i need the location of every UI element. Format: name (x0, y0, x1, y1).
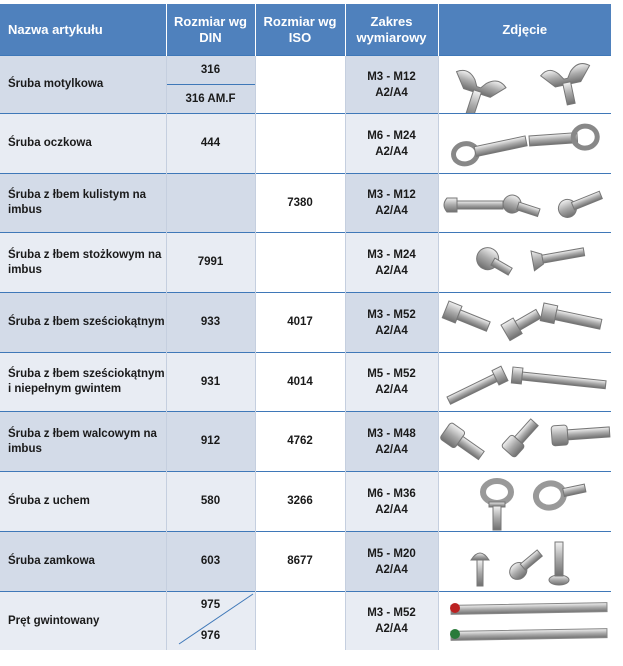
row-size-range: M3 - M12 (367, 70, 416, 83)
threaded-rod-icon (438, 592, 611, 651)
row-range (345, 293, 438, 353)
row-din: 580 (166, 472, 255, 532)
row-iso (255, 233, 345, 293)
row-din: 933 (166, 293, 255, 353)
row-range (345, 472, 438, 532)
row-name: Śruba z łbem sześciokątnym i niepełnym gwintem (0, 353, 166, 412)
table-row (0, 233, 611, 293)
row-din-split (166, 592, 255, 651)
row-name: Śruba zamkowa (0, 532, 166, 592)
carriage-bolt-icon (438, 532, 611, 592)
header-iso: Rozmiar wg ISO (255, 4, 345, 56)
row-name: Śruba oczkowa (0, 114, 166, 174)
row-din-2: 976 (200, 630, 221, 642)
row-material: A2/A4 (375, 205, 408, 217)
row-din: 931 (166, 353, 255, 412)
row-size-range: M5 - M52 (367, 368, 416, 380)
table-row (0, 114, 611, 174)
table-row (0, 472, 611, 532)
row-range (345, 114, 438, 174)
hex-bolt-icon (438, 293, 611, 353)
row-iso: 4017 (255, 293, 345, 353)
row-din: 316 (167, 56, 255, 85)
row-name: Śruba z łbem walcowym na imbus (0, 412, 166, 472)
row-name: Śruba z uchem (0, 472, 166, 532)
header-range: Zakres wymiarowy (345, 4, 438, 56)
eye-bolt-icon (438, 114, 611, 174)
row-din: 7991 (166, 233, 255, 293)
row-material: A2/A4 (375, 503, 408, 516)
row-iso: 8677 (255, 532, 345, 592)
hex-bolt-partial-thread-icon (438, 353, 611, 412)
row-iso: 4762 (255, 412, 345, 472)
row-size-range: M5 - M20 (367, 547, 416, 560)
row-range (345, 412, 438, 472)
row-name: Śruba motylkowa (0, 56, 166, 114)
row-material: A2/A4 (375, 264, 408, 277)
table-header-row (0, 4, 611, 56)
header-din: Rozmiar wg DIN (166, 4, 255, 56)
row-range (345, 353, 438, 412)
row-material: A2/A4 (375, 443, 408, 456)
row-material: A2/A4 (375, 563, 408, 576)
table-row (0, 174, 611, 233)
row-name: Śruba z łbem stożkowym na imbus (0, 233, 166, 293)
table-row (0, 592, 611, 651)
row-name: Pręt gwintowany (0, 592, 166, 651)
table-row (0, 412, 611, 472)
row-material: A2/A4 (375, 623, 408, 635)
table-row (0, 293, 611, 353)
row-range (345, 56, 438, 114)
button-head-screw-icon (438, 174, 611, 233)
row-iso (255, 592, 345, 651)
row-din-split (166, 56, 255, 114)
row-iso (255, 114, 345, 174)
lifting-eye-bolt-icon (438, 472, 611, 532)
row-size-range: M3 - M52 (367, 607, 416, 619)
row-material: A2/A4 (375, 145, 408, 158)
row-iso: 3266 (255, 472, 345, 532)
table-row (0, 56, 611, 114)
row-din: 444 (166, 114, 255, 174)
row-din: 603 (166, 532, 255, 592)
row-size-range: M3 - M24 (367, 248, 416, 261)
row-size-range: M6 - M24 (367, 129, 416, 142)
header-name: Nazwa artykułu (0, 4, 166, 56)
wing-screw-icon (438, 56, 611, 114)
row-range (345, 233, 438, 293)
row-size-range: M3 - M52 (367, 308, 416, 321)
row-din: 975 (200, 599, 221, 611)
row-din (166, 174, 255, 233)
header-photo: Zdjęcie (438, 4, 611, 56)
countersunk-screw-icon (438, 233, 611, 293)
row-range (345, 592, 438, 651)
row-range (345, 532, 438, 592)
row-range (345, 174, 438, 233)
row-iso (255, 56, 345, 114)
fastener-table (0, 4, 611, 650)
row-din-2: 316 AM.F (185, 93, 236, 105)
row-din: 912 (166, 412, 255, 472)
row-size-range: M3 - M12 (367, 189, 416, 201)
row-iso: 4014 (255, 353, 345, 412)
row-size-range: M3 - M48 (367, 427, 416, 440)
row-material: A2/A4 (375, 384, 408, 396)
socket-cap-screw-icon (438, 412, 611, 472)
row-material: A2/A4 (375, 86, 408, 99)
table-row (0, 353, 611, 412)
row-size-range: M6 - M36 (367, 487, 416, 500)
row-name: Śruba z łbem sześciokątnym (0, 293, 166, 353)
row-iso: 7380 (255, 174, 345, 233)
row-name: Śruba z łbem kulistym na imbus (0, 174, 166, 233)
row-material: A2/A4 (375, 324, 408, 337)
table-row (0, 532, 611, 592)
